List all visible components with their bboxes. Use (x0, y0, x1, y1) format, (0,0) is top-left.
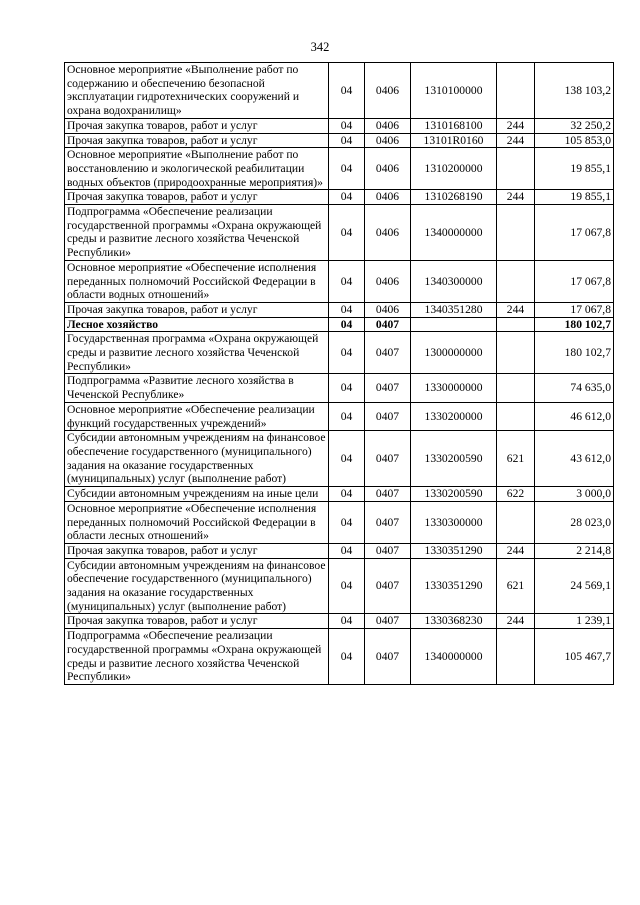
table-row (65, 118, 614, 133)
row-target-article: 13101R0160 (411, 133, 497, 148)
row-amount: 19 855,1 (535, 148, 614, 190)
table-row (65, 402, 614, 430)
row-section-code: 04 (329, 148, 365, 190)
row-expense-type: 244 (497, 543, 535, 558)
row-amount: 19 855,1 (535, 190, 614, 205)
row-amount: 180 102,7 (535, 317, 614, 332)
row-amount: 138 103,2 (535, 63, 614, 119)
table-row (65, 148, 614, 190)
row-amount: 1 239,1 (535, 614, 614, 629)
table-row (65, 317, 614, 332)
table-row (65, 205, 614, 261)
row-subsection-code: 0407 (365, 402, 411, 430)
row-name: Подпрограмма «Развитие лесного хозяйства в Чеченской Республике» (65, 374, 329, 402)
row-subsection-code: 0407 (365, 629, 411, 685)
table-row (65, 260, 614, 302)
row-expense-type (497, 374, 535, 402)
row-target-article: 1340300000 (411, 260, 497, 302)
row-amount: 24 569,1 (535, 558, 614, 614)
row-section-code: 04 (329, 63, 365, 119)
row-subsection-code: 0407 (365, 558, 411, 614)
row-section-code: 04 (329, 374, 365, 402)
row-target-article: 1340351280 (411, 302, 497, 317)
row-target-article: 1330200590 (411, 487, 497, 502)
row-amount: 2 214,8 (535, 543, 614, 558)
row-expense-type: 622 (497, 487, 535, 502)
row-amount: 17 067,8 (535, 302, 614, 317)
row-amount: 180 102,7 (535, 332, 614, 374)
budget-table (64, 62, 614, 685)
row-name: Прочая закупка товаров, работ и услуг (65, 614, 329, 629)
row-amount: 17 067,8 (535, 205, 614, 261)
row-subsection-code: 0407 (365, 614, 411, 629)
row-subsection-code: 0407 (365, 374, 411, 402)
row-name: Основное мероприятие «Обеспечение реализации функций государственных учреждений» (65, 402, 329, 430)
table-row (65, 63, 614, 119)
row-target-article: 1330200000 (411, 402, 497, 430)
row-subsection-code: 0406 (365, 63, 411, 119)
row-section-code: 04 (329, 118, 365, 133)
row-target-article: 1340000000 (411, 629, 497, 685)
row-target-article: 1330351290 (411, 543, 497, 558)
row-subsection-code: 0406 (365, 190, 411, 205)
row-expense-type: 621 (497, 558, 535, 614)
row-amount: 105 853,0 (535, 133, 614, 148)
row-target-article: 1300000000 (411, 332, 497, 374)
table-row (65, 629, 614, 685)
row-name: Субсидии автономным учреждениям на финансовое обеспечение государственного (муниципального) задания на оказание государственных (муниципальных) услуг (выполнение работ) (65, 431, 329, 487)
row-section-code: 04 (329, 629, 365, 685)
row-target-article: 1310168100 (411, 118, 497, 133)
table-row (65, 501, 614, 543)
budget-table-body (65, 63, 614, 685)
row-expense-type (497, 63, 535, 119)
row-name: Основное мероприятие «Обеспечение исполнения переданных полномочий Российской Федерации в области водных отношений» (65, 260, 329, 302)
row-expense-type (497, 260, 535, 302)
row-target-article: 1310268190 (411, 190, 497, 205)
table-row (65, 332, 614, 374)
row-subsection-code: 0407 (365, 317, 411, 332)
table-row (65, 133, 614, 148)
row-name: Лесное хозяйство (65, 317, 329, 332)
row-section-code: 04 (329, 302, 365, 317)
row-section-code: 04 (329, 558, 365, 614)
row-name: Государственная программа «Охрана окружающей среды и развитие лесного хозяйства Чеченской Республики» (65, 332, 329, 374)
row-section-code: 04 (329, 190, 365, 205)
table-row (65, 302, 614, 317)
table-row (65, 374, 614, 402)
row-subsection-code: 0406 (365, 118, 411, 133)
row-expense-type (497, 402, 535, 430)
row-section-code: 04 (329, 402, 365, 430)
row-amount: 105 467,7 (535, 629, 614, 685)
row-name: Основное мероприятие «Обеспечение исполнения переданных полномочий Российской Федерации в области лесных отношений» (65, 501, 329, 543)
row-expense-type: 244 (497, 133, 535, 148)
table-row (65, 614, 614, 629)
row-target-article (411, 317, 497, 332)
row-expense-type (497, 317, 535, 332)
row-name: Основное мероприятие «Выполнение работ по восстановлению и экологической реабилитации водных объектов (природоохранные мероприятия)» (65, 148, 329, 190)
table-row (65, 558, 614, 614)
row-section-code: 04 (329, 431, 365, 487)
row-target-article: 1310100000 (411, 63, 497, 119)
row-target-article: 1330300000 (411, 501, 497, 543)
row-section-code: 04 (329, 543, 365, 558)
row-subsection-code: 0406 (365, 133, 411, 148)
row-expense-type (497, 501, 535, 543)
row-subsection-code: 0406 (365, 205, 411, 261)
row-target-article: 1310200000 (411, 148, 497, 190)
row-name: Основное мероприятие «Выполнение работ по содержанию и обеспечению безопасной эксплуатации гидротехнических сооружений и охрана водохранилищ» (65, 63, 329, 119)
row-subsection-code: 0407 (365, 431, 411, 487)
row-subsection-code: 0407 (365, 487, 411, 502)
row-expense-type: 244 (497, 302, 535, 317)
row-section-code: 04 (329, 133, 365, 148)
row-name: Прочая закупка товаров, работ и услуг (65, 302, 329, 317)
row-section-code: 04 (329, 332, 365, 374)
row-expense-type: 244 (497, 118, 535, 133)
row-amount: 32 250,2 (535, 118, 614, 133)
row-subsection-code: 0407 (365, 501, 411, 543)
row-name: Подпрограмма «Обеспечение реализации государственной программы «Охрана окружающей среды и развитие лесного хозяйства Чеченской Республики» (65, 205, 329, 261)
row-section-code: 04 (329, 317, 365, 332)
row-expense-type: 621 (497, 431, 535, 487)
row-section-code: 04 (329, 501, 365, 543)
table-row (65, 431, 614, 487)
row-subsection-code: 0406 (365, 148, 411, 190)
row-amount: 3 000,0 (535, 487, 614, 502)
row-name: Прочая закупка товаров, работ и услуг (65, 190, 329, 205)
row-section-code: 04 (329, 260, 365, 302)
row-section-code: 04 (329, 487, 365, 502)
row-expense-type: 244 (497, 614, 535, 629)
row-expense-type (497, 629, 535, 685)
row-amount: 46 612,0 (535, 402, 614, 430)
row-name: Подпрограмма «Обеспечение реализации государственной программы «Охрана окружающей среды и развитие лесного хозяйства Чеченской Республики» (65, 629, 329, 685)
row-expense-type: 244 (497, 190, 535, 205)
table-row (65, 543, 614, 558)
row-name: Прочая закупка товаров, работ и услуг (65, 133, 329, 148)
page-number: 342 (310, 40, 330, 54)
row-amount: 28 023,0 (535, 501, 614, 543)
row-expense-type (497, 332, 535, 374)
row-target-article: 1330000000 (411, 374, 497, 402)
row-target-article: 1330368230 (411, 614, 497, 629)
row-name: Субсидии автономным учреждениям на иные цели (65, 487, 329, 502)
row-amount: 43 612,0 (535, 431, 614, 487)
row-section-code: 04 (329, 205, 365, 261)
row-subsection-code: 0406 (365, 302, 411, 317)
table-row (65, 190, 614, 205)
row-amount: 74 635,0 (535, 374, 614, 402)
row-expense-type (497, 148, 535, 190)
row-subsection-code: 0407 (365, 543, 411, 558)
row-name: Субсидии автономным учреждениям на финансовое обеспечение государственного (муниципального) задания на оказание государственных (муниципальных) услуг (выполнение работ) (65, 558, 329, 614)
table-row (65, 487, 614, 502)
row-target-article: 1330351290 (411, 558, 497, 614)
row-expense-type (497, 205, 535, 261)
row-amount: 17 067,8 (535, 260, 614, 302)
row-target-article: 1330200590 (411, 431, 497, 487)
row-name: Прочая закупка товаров, работ и услуг (65, 543, 329, 558)
row-name: Прочая закупка товаров, работ и услуг (65, 118, 329, 133)
row-subsection-code: 0407 (365, 332, 411, 374)
row-section-code: 04 (329, 614, 365, 629)
row-subsection-code: 0406 (365, 260, 411, 302)
row-target-article: 1340000000 (411, 205, 497, 261)
